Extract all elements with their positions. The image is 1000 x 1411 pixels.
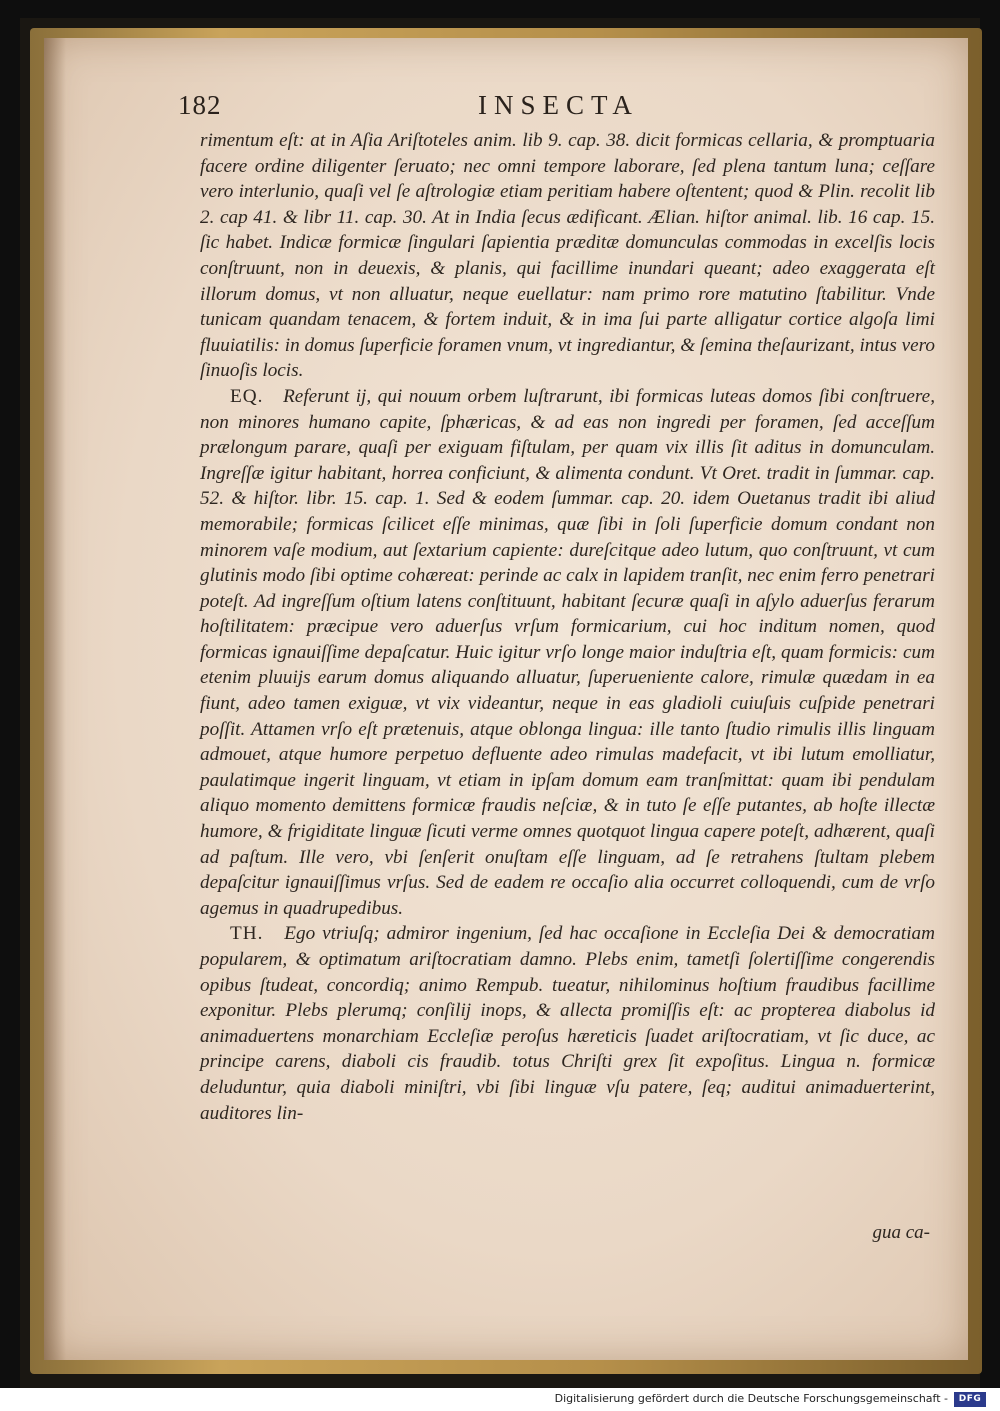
paragraph-2: [200, 384, 935, 921]
paragraph-2-text: Referunt ij, qui nouum orbem luſtrarunt, ibi formicas luteas domos ſibi conſtruere, non minores humano capite, ſphæricas, & ad eas non ingredi per foramen, ſed acceſſum prælongum parare, quaſi per exiguam fiſtulam, per quam vix illis ſit aditus in domunculam. Ingreſſæ igitur habitant, horrea conficiunt, & alimenta condunt. Vt Oret. tradit in ſummar. cap. 52. & hiſtor. libr. 15. cap. 1. Sed & eodem ſummar. cap. 20. idem Ouetanus tradit ibi aliud memorabile; formicas ſcilicet eſſe minimas, quæ ſibi in ſoli ſuperficie domum condant non minorem vaſe modium, aut ſextarium capiente: dureſcitque adeo lutum, quo conſtruunt, vt cum glutinis modo ſibi optime cohæreat: perinde ac calx in lapidem tranſit, nec enim ferro penetrari poteſt. Ad ingreſſum oſtium latens conſtituunt, habitant ſecuræ quaſi in aſylo aduerſus ferarum hoſtilitatem: præcipue vero aduerſus vrſum formicarium, cui hoc inditum nomen, quod formicas ignauiſſime depaſcatur. Huic igitur vrſo longe maior induſtria eſt, quam formicis: cum etenim pluuijs earum domus aliquando alluatur, ſuperueniente calore, rimulæ quædam in ea fiunt, adeo tamen exiguæ, vt vix videantur, neque in eas gladioli cuiuſuis cuſpide penetrari poſſit. Attamen vrſo eſt prætenuis, atque oblonga lingua: ille tanto ſtudio rimulis illis linguam admouet, atque humore perpetuo defluente adeo rimulas madefacit, vt ibi lutum emolliatur, paulatimque ingerit linguam, vt etiam in ipſam domum eam tranſmittat: quam ibi pendulam aliquo momento demittens formicæ fraudis neſciæ, & in tuto ſe eſſe putantes, ab hoſte illectæ humore, & frigiditate linguæ ſicuti verme omnes quotquot lingua capere poteſt, adhærent, quaſi ad paſtum. Ille vero, vbi ſenſerit onuſtam eſſe linguam, ad ſe retrahens ſtultam plebem depaſcitur ignauiſſimus vrſus. Sed de eadem re occaſio alia occurret colloquendi, cum de vrſo agemus in quadrupedibus.: [200, 385, 935, 919]
speaker-th: TH.: [230, 923, 264, 945]
dfg-logo-icon: DFG: [954, 1392, 986, 1407]
page-header: [178, 90, 938, 130]
paragraph-3-text: Ego vtriuſq; admiror ingenium, ſed hac occaſione in Eccleſia Dei & democratiam popularem, & optimatum ariſtocratiam damno. Plebs enim, tametſi ſolertiſſime congerendis opibus ſtudeat, concordiq; animo Rempub. tueatur, nihilominus hoſtium fraudibus facillime exponitur. Plebs plerumq; conſilij inops, & allecta promiſſis eſt: ac propterea diabolus id animaduertens monarchiam Eccleſiæ peroſus hæreticis ſuadet ariſtocratiam, vt ſic duce, ac principe carens, diaboli cis fraudib. totus Chriſti grex ſit expoſitus. Lingua n. formicæ deluduntur, quia diaboli miniſtri, vbi ſibi linguæ vſu patere, ſeq; auditui animaduerterint, auditores lin-: [200, 923, 936, 1124]
page-number: 182: [178, 90, 222, 120]
catchword: gua ca-: [872, 1222, 930, 1243]
running-title: INSECTA: [478, 90, 639, 120]
body-text: [200, 128, 935, 1126]
paragraph-3: [200, 921, 935, 1126]
footer-credit: Digitalisierung gefördert durch die Deutsche Forschungsgemeinschaft -: [554, 1392, 948, 1405]
paragraph-1: rimentum eſt: at in Aſia Ariſtoteles anim. lib 9. cap. 38. dicit formicas cellaria, & promptuaria facere ordine diligenter ſeruato; nec omni tempore laborare, ſed plena tantum luna; ceſſare vero interlunio, quaſi vel ſe aſtrologiæ etiam peritiam habere oſtentent; quod & Plin. recolit lib 2. cap 41. & libr 11. cap. 30. At in India ſecus ædificant. Ælian. hiſtor animal. lib. 16 cap. 15. ſic habet. Indicæ formicæ ſingulari ſapientia præditæ domunculas commodas in excelſis locis conſtruunt, non in deuexis, & planis, qui facillime inundari queant; adeo exaggerata eſt illorum domus, vt non alluatur, neque euellatur: nam primo rore matutino ſtabilitur. Vnde tunicam quandam tenacem, & fortem induit, & in ima ſui parte alligatur cortice algoſa limi fluuiatilis: in domus ſuperficie foramen vnum, vt ingrediantur, & ſemina theſaurizant, intus vero ſinuoſis locis.: [200, 130, 935, 382]
footer-bar: [0, 1388, 1000, 1411]
page-gutter-shadow: [44, 38, 66, 1360]
speaker-eq: EQ.: [230, 385, 264, 407]
